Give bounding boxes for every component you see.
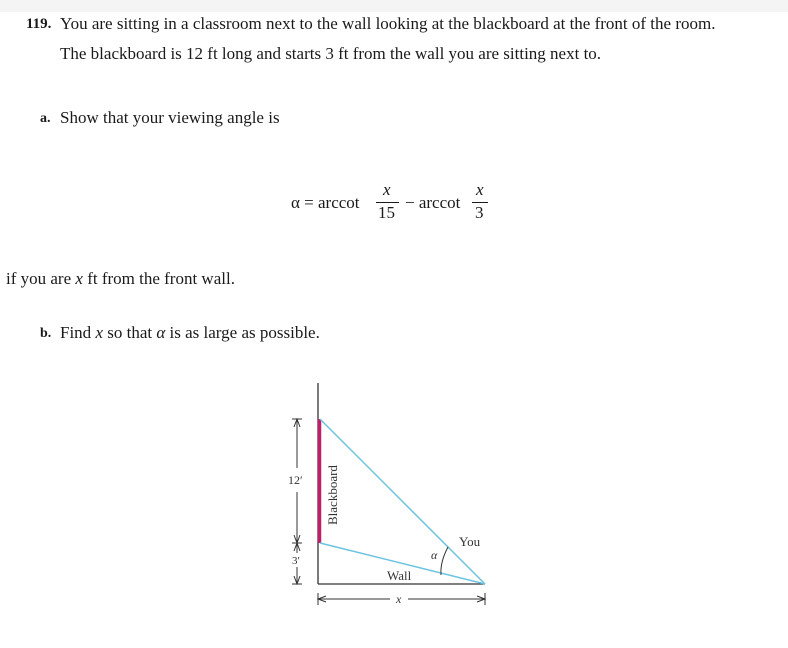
- label-blackboard: Blackboard: [325, 465, 340, 525]
- part-a-label: a.: [40, 111, 51, 126]
- label-x: x: [396, 592, 402, 606]
- formula-minus-arccot: − arccot: [405, 193, 461, 212]
- formula-numerator-1: x: [383, 180, 391, 199]
- if-line-var: x: [75, 269, 83, 288]
- part-b-var-alpha: α: [156, 323, 166, 342]
- formula-denominator-1: 15: [378, 203, 395, 222]
- label-you: You: [459, 534, 481, 549]
- problem-line-1: You are sitting in a classroom next to the wall looking at the blackboard at the front of the room.: [60, 14, 716, 33]
- formula-numerator-2: x: [476, 180, 484, 199]
- part-b-post: is as large as possible.: [165, 323, 320, 342]
- part-b-mid: so that: [102, 323, 157, 342]
- problem-number: 119.: [26, 16, 52, 32]
- label-wall: Wall: [387, 568, 412, 583]
- part-b-pre: Find: [60, 323, 96, 342]
- label-alpha: α: [431, 548, 438, 562]
- label-3: 3′: [292, 555, 300, 567]
- sightline-top: [320, 419, 485, 584]
- part-b-label: b.: [40, 326, 52, 341]
- formula-denominator-2: 3: [475, 203, 484, 222]
- if-line-pre: if you are: [6, 269, 76, 288]
- part-b-var-x: x: [95, 323, 103, 342]
- part-a-text: Show that your viewing angle is: [60, 108, 280, 127]
- label-12: 12′: [288, 473, 303, 487]
- formula-lhs: α = arccot: [291, 193, 360, 212]
- problem-line-2: The blackboard is 12 ft long and starts 3 ft from the wall you are sitting next to.: [60, 44, 602, 63]
- angle-arc: [441, 547, 448, 575]
- if-line-post: ft from the front wall.: [82, 269, 235, 288]
